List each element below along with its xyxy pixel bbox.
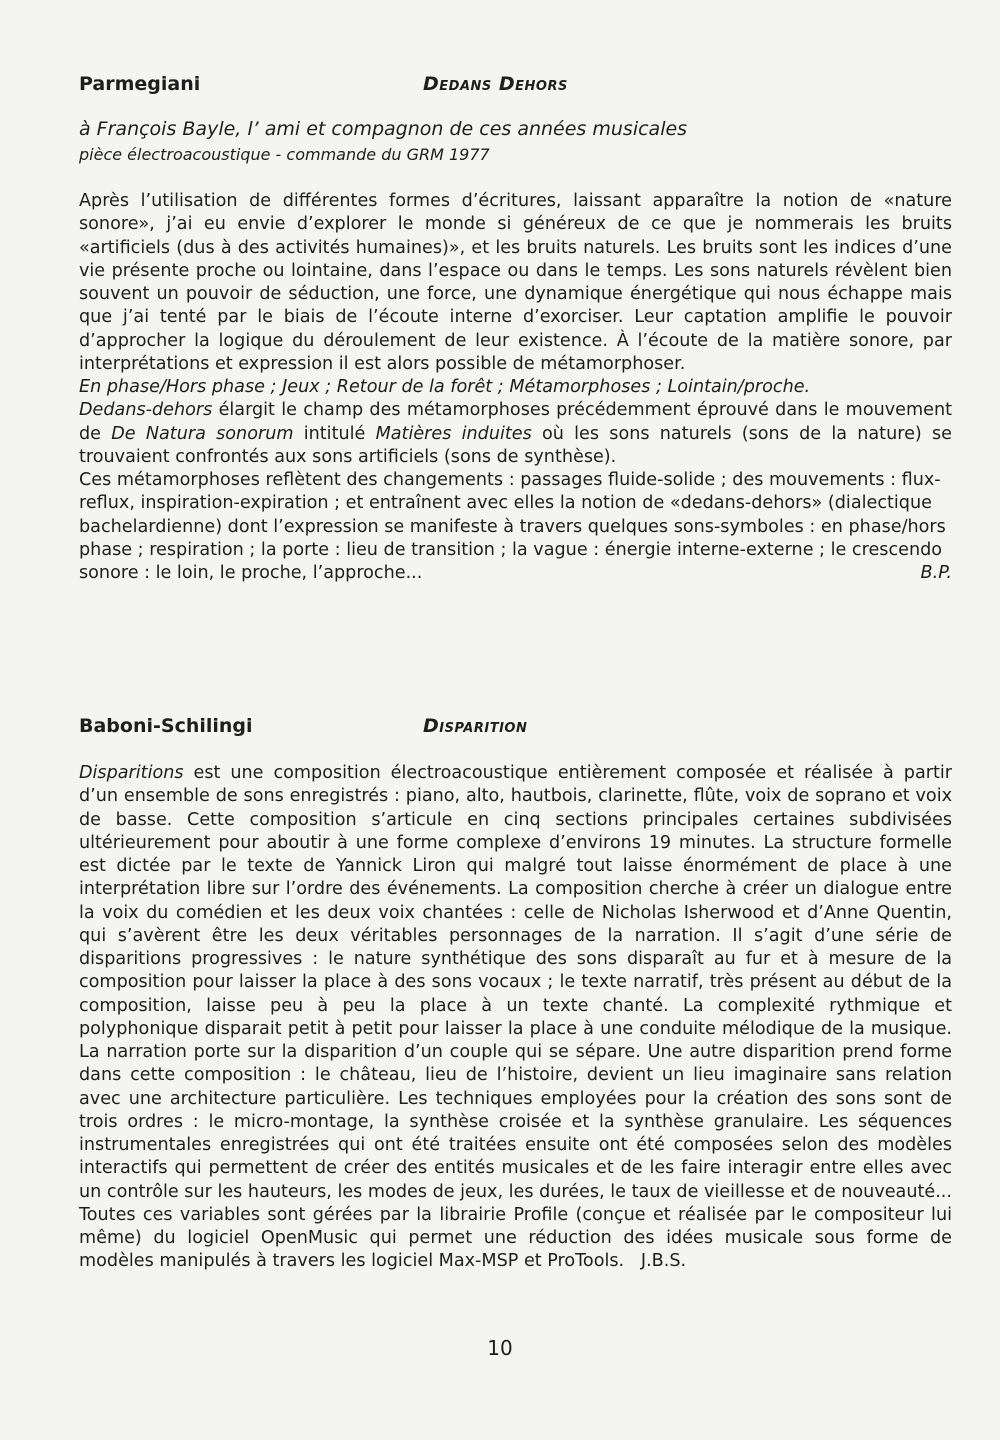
work-title: Disparition [423, 715, 528, 737]
dedication: à François Bayle, l’ ami et compagnon de ces années musicales [79, 118, 688, 140]
paragraph [79, 399, 952, 469]
movements-list [79, 376, 952, 399]
composer-name: Parmegiani [79, 73, 201, 95]
section1-body [79, 190, 952, 585]
paragraph-text: où les sons naturels (sons de la nature) se trouvaient confrontés aux sons artificiels (sons de synthèse). [79, 423, 952, 467]
composer-name: Baboni-Schilingi [79, 715, 253, 737]
italic-title: Matières induites [375, 423, 532, 444]
paragraph-text: intitulé [293, 423, 376, 444]
section2-body [79, 762, 952, 1274]
paragraph [79, 762, 952, 1274]
movements-text: En phase/Hors phase ; Jeux ; Retour de la forêt ; Métamorphoses ; Lointain/proche. [79, 377, 811, 397]
italic-title: Dedans-dehors [79, 400, 213, 421]
work-subtitle: pièce électroacoustique - commande du GRM 1977 [79, 145, 490, 164]
paragraph-text: est une composition électroacoustique entièrement composée et réalisée à partir d’un ensemble de sons enregistrés : piano, alto, hautbois, clarinette, flûte, voix de soprano et voix de basse. Cette composition s’articule en cinq sections principales certaines subdivisées ultérieurement pour aboutir à une forme complexe d’environs 19 minutes. La structure formelle est dictée par le texte de Yannick Liron qui malgré tout laisse énormément de place à une interprétation libre sur l’ordre des événements. La composition cherche à créer un dialogue entre la voix du comédien et les deux voix chantées : celle de Nicholas Isherwood et d’Anne Quentin, qui s’avèrent être les deux véritables personnages de la narration. Il s’agit d’une série de disparitions progressives : le nature synthétique des sons disparaît au fur et à mesure de la composition pour laisser la place à des sons vocaux ; le texte narratif, très présent au début de la composition, laisse peu à peu la place à un texte chanté. La complexité rythmique et polyphonique disparait petit à petit pour laisser la place à une conduite mélodique de la musique. La narration porte sur la disparition d’un couple qui se sépare. Une autre disparition prend forme dans cette composition : le château, lieu de l’histoire, devient un lieu imaginaire sans relation avec une architecture particulière. Les techniques employées pour la création des sons sont de trois ordres : le micro-montage, la synthèse croisée et la synthèse granulaire. Les séquences instrumentales enregistrées qui ont été traitées ensuite ont été composées selon des modèles interactifs qui permettent de créer des entités musicales et de les faire interagir entre elles avec un contrôle sur les hauteurs, les modes de jeux, les durées, le taux de vieillesse et de nouveauté... Toutes ces variables sont gérées par la librairie Profile (conçue et réalisée par le compositeur lui même) du logiciel OpenMusic qui permet une réduction des idées musicale sous forme de modèles manipulés à travers les logiciel Max-MSP et ProTools. [79, 763, 952, 1272]
paragraph-text: élargit le champ des métamorphoses précédemment éprouvé dans le mouvement de [79, 400, 952, 444]
paragraph-text: Ces métamorphoses reflètent des changements : passages fluide-solide ; des mouvements : flux-reflux, inspiration-expiration ; et entraînent avec elles la notion de «dedans-dehors» (dialectique bachelardienne) dont l’expression se manifeste à travers quelques sons-symboles : en phase/hors phase ; respiration ; la porte : lieu de transition ; la vague : énergie interne-externe ; le crescendo sonore : le loin, le proche, l’approche... [79, 470, 946, 583]
page-number: 10 [487, 1336, 513, 1360]
section2-heading [79, 713, 929, 739]
paragraph [79, 469, 952, 585]
italic-title: Disparitions [79, 763, 184, 783]
paragraph: Après l’utilisation de différentes formes d’écritures, laissant apparaître la notion de «nature sonore», j’ai eu envie d’explorer le monde si généreux de ce que je nommerais les bruits «artificiels (dus à des activités humaines)», et les bruits naturels. Les bruits sont les indices d’une vie présente proche ou lointaine, dans l’espace ou dans le temps. Les sons naturels révèlent bien souvent un pouvoir de séduction, une force, une dynamique énergétique qui nous échappe mais que j’ai tenté par le biais de l’écoute interne d’exorciser. Leur captation amplifie le pouvoir d’approcher la logique du déroulement de leur existence. À l’écoute de la matière sonore, par interprétations et expression il est alors possible de métamorphoser. [79, 191, 952, 374]
italic-title: De Natura sonorum [111, 423, 294, 444]
section1-heading [79, 71, 929, 97]
signature: B.P. [920, 563, 952, 583]
signature: J.B.S. [640, 1251, 687, 1272]
work-title: Dedans Dehors [423, 73, 568, 95]
